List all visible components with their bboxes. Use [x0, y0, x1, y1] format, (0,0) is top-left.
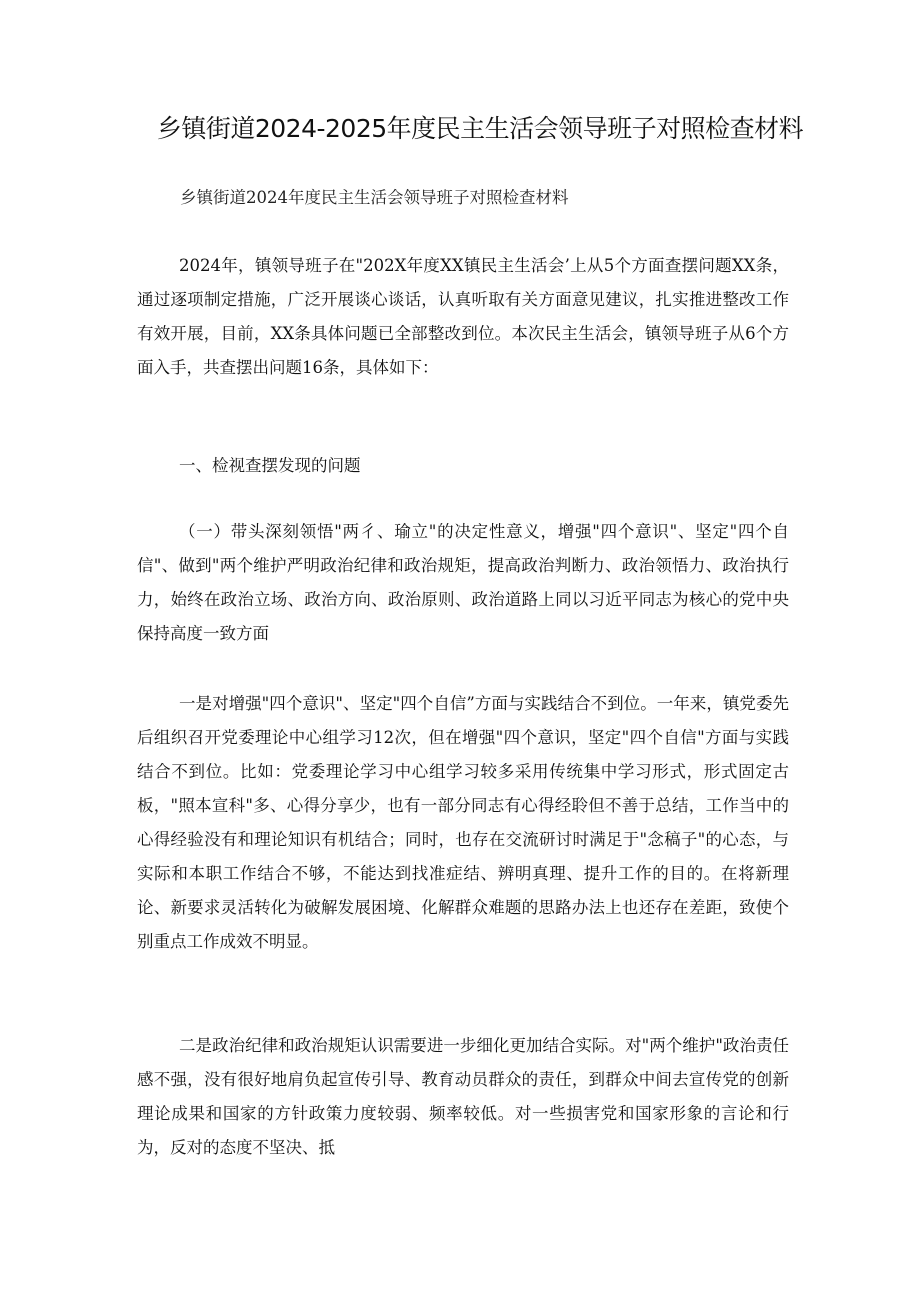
paragraph-subsection-1: （一）带头深刻领悟"两彳、瑜立"的决定性意义，增强"四个意识"、坚定"四个自信"、做到"两个维护严明政治纪律和政治规矩，提高政治判断力、政治领悟力、政治执行力，始终在政治立场、政治方向、政治原则、政治道路上同以习近平同志为核心的党中央保持高度一致方面: [137, 522, 789, 643]
section-heading: 一、检视查摆发现的问题: [179, 456, 361, 475]
document-title: 乡镇街道2024-2025年度民主生活会领导班子对照检查材料: [156, 114, 804, 143]
paragraph-issue-1: 一是对增强"四个意识"、坚定"四个自信”方面与实践结合不到位。一年来，镇党委先后组织召开党委理论中心组学习12次，但在增强"四个意识，坚定"四个自信"方面与实践结合不到位。比如：党委理论学习中心组学习较多采用传统集中学习形式，形式固定古板，"照本宣科"多、心得分享少，也有一部分同志有心得经聆但不善于总结，工作当中的心得经验没有和理论知识有机结合；同时，也存在交流研讨时满足于"念稿子"的心态，与实际和本职工作结合不够，不能达到找准症结、辨明真理、提升工作的目的。在将新理论、新要求灵活转化为破解发展困境、化解群众难题的思路办法上也还存在差距，致使个别重点工作成效不明显。: [137, 694, 789, 951]
document-subtitle: 乡镇街道2024年度民主生活会领导班子对照检查材料: [180, 188, 569, 207]
paragraph-intro: 2024年，镇领导班子在"202X年度XX镇民主生活会’上从5个方面查摆问题XX条，通过逐项制定措施，广泛开展谈心谈话，认真听取有关方面意见建议，扎实推进整改工作有效开展，目前，XX条具体问题已全部整改到位。本次民主生活会，镇领导班子从6个方面入手，共查摆出问题16条，具体如下：: [137, 256, 789, 377]
paragraph-issue-2: 二是政治纪律和政治规矩认识需要进一步细化更加结合实际。对"两个维护"政治责任感不强，没有很好地肩负起宣传引导、教育动员群众的责任，到群众中间去宣传党的创新理论成果和国家的方针政策力度较弱、频率较低。对一些损害党和国家形象的言论和行为，反对的态度不坚决、抵: [137, 1036, 789, 1157]
